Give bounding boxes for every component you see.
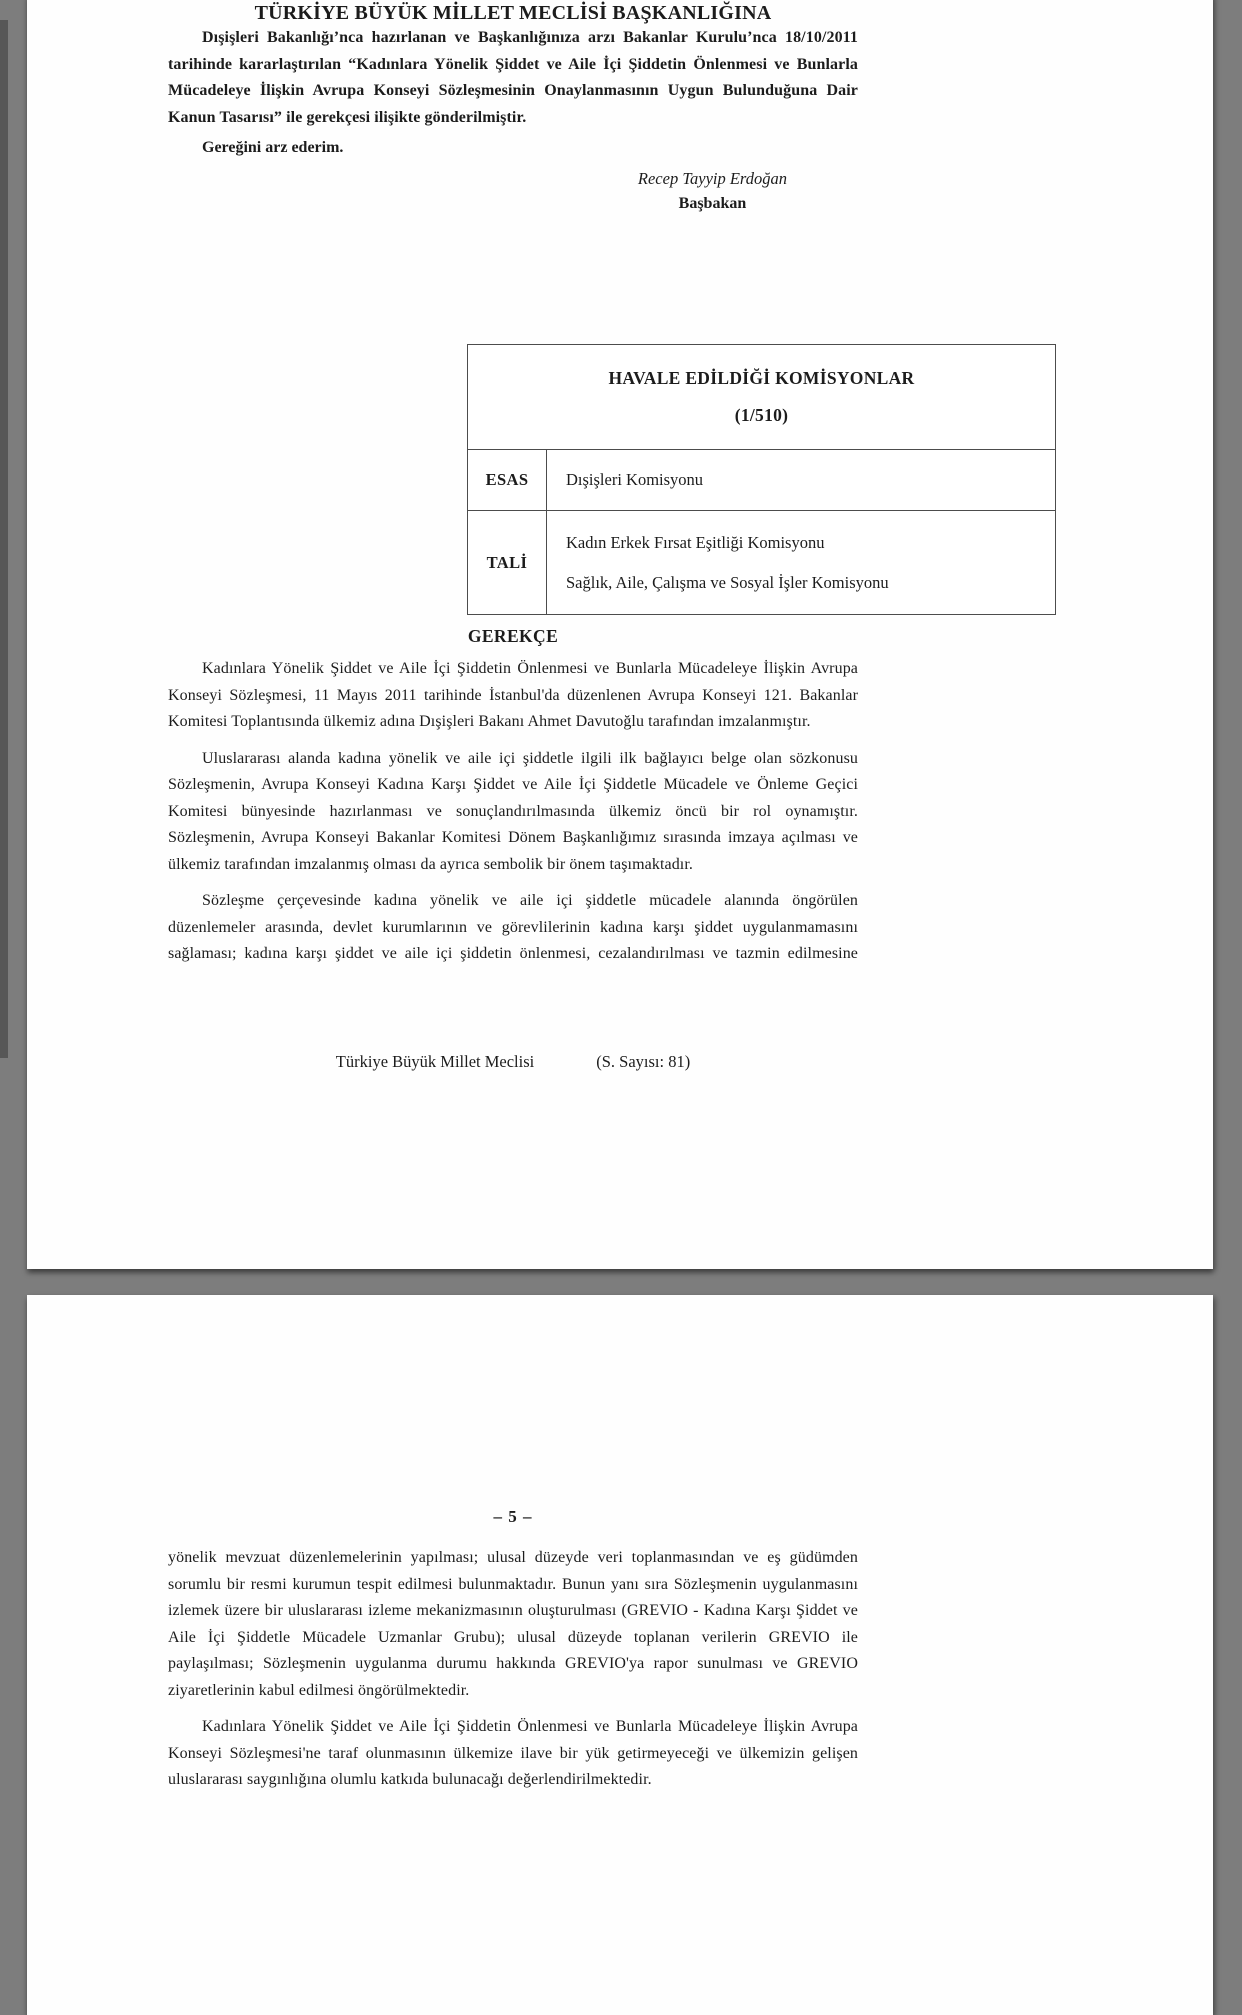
committee-table bbox=[467, 344, 1056, 615]
table-row-esas bbox=[468, 450, 1056, 511]
page-number: – 5 – bbox=[493, 1507, 533, 1526]
page1-content bbox=[168, 0, 915, 962]
tali-label: TALİ bbox=[468, 511, 547, 615]
paragraph: Uluslararası alanda kadına yönelik ve aile içi şiddetle ilgili ilk bağlayıcı belge olan sözkonusu Sözleşmenin, Avrupa Konseyi Kadına Karşı Şiddet ve Aile İçi Şiddetle Mücadele ve Önleme Geçici Komitesi bünyesinde hazırlanması ve sonuçlandırılmasında ülkemiz öncü bir rol oynamıştır. Sözleşmenin, Avrupa Konseyi Bakanlar Komitesi Dönem Başkanlığımız sırasında imzaya açılması ve ülkemiz tarafından imzalanmış olması da ayrıca sembolik bir önem taşımaktadır. bbox=[168, 749, 858, 873]
page-footer bbox=[168, 1052, 858, 1072]
page-title: TÜRKİYE BÜYÜK MİLLET MECLİSİ BAŞKANLIĞINA bbox=[254, 2, 772, 24]
esas-committee-cell bbox=[547, 450, 1056, 511]
footer-issue-number: (S. Sayısı: 81) bbox=[596, 1052, 691, 1071]
committee-table-wrap bbox=[467, 344, 1056, 615]
table-header-line2: (1/510) bbox=[734, 405, 789, 425]
paragraph: Kadınlara Yönelik Şiddet ve Aile İçi Şiddetin Önlenmesi ve Bunlarla Mücadeleye İlişkin Avrupa Konseyi Sözleşmesi, 11 Mayıs 2011 tarihinde İstanbul'da düzenlenen Avrupa Konseyi 121. Bakanlar Komitesi Toplantısında ülkemiz adına Dışişleri Bakanı Ahmet Davutoğlu tarafından imzalanmıştır. bbox=[168, 660, 858, 730]
table-header-line1: HAVALE EDİLDİĞİ KOMİSYONLAR bbox=[608, 368, 915, 388]
footer-institution: Türkiye Büyük Millet Meclisi bbox=[335, 1052, 535, 1071]
signature-block bbox=[168, 166, 858, 216]
table-row-tali bbox=[468, 511, 1056, 615]
tali-committee-cell bbox=[547, 511, 1056, 615]
committee-name: Kadın Erkek Fırsat Eşitliği Komisyonu bbox=[566, 532, 825, 552]
signature-title: Başbakan bbox=[678, 195, 747, 212]
table-header-row bbox=[468, 345, 1056, 450]
paragraph: Kadınlara Yönelik Şiddet ve Aile İçi Şiddetin Önlenmesi ve Bunlarla Mücadeleye İlişkin Avrupa Konseyi Sözleşmesi'ne taraf olunmasının ülkemize ilave bir yük getirmeyeceği ve ülkemizin gelişen uluslararası saygınlığına olumlu katkıda bulunacağı değerlendirilmektedir. bbox=[168, 1718, 858, 1788]
committee-name: Dışişleri Komisyonu bbox=[566, 470, 704, 489]
table-header-cell bbox=[468, 345, 1056, 450]
paragraph: Sözleşme çerçevesinde kadına yönelik ve aile içi şiddetle mücadele alanında öngörülen düzenlemeler arasında, devlet kurumlarının ve görevlilerinin kadına karşı şiddet uygulanmamasını sağlaması; kadına karşı şiddet ve aile içi şiddetin önlenmesi, cezalandırılması ve tazmin edilmesine bbox=[168, 892, 858, 962]
scan-edge-artifact bbox=[0, 20, 8, 1058]
esas-label: ESAS bbox=[468, 450, 547, 511]
gerekce-section bbox=[168, 626, 858, 968]
committee-name: Sağlık, Aile, Çalışma ve Sosyal İşler Komisyonu bbox=[566, 572, 889, 592]
section-heading: GEREKÇE bbox=[467, 626, 559, 646]
page2-content bbox=[168, 1545, 858, 1794]
signature-name: Recep Tayyip Erdoğan bbox=[637, 169, 787, 188]
intro-paragraph: Dışişleri Bakanlığı’nca hazırlanan ve Başkanlığınıza arzı Bakanlar Kurulu’nca 18/10/2011 tarihinde kararlaştırılan “Kadınlara Yönelik Şiddet ve Aile İçi Şiddetin Önlenmesi ve Bunlarla Mücadeleye İlişkin Avrupa Konseyi Sözleşmesinin Onaylanmasının Uygun Bulunduğuna Dair Kanun Tasarısı” ile gerekçesi ilişikte gönderilmiştir. bbox=[168, 29, 858, 126]
paragraph: yönelik mevzuat düzenlemelerinin yapılması; ulusal düzeyde veri toplanmasından ve eş güdümden sorumlu bir resmi kurumun tespit edilmesi bulunmaktadır. Bunun yanı sıra Sözleşmenin uygulanmasını izlemek üzere bir uluslararası izleme mekanizmasının oluşturulması (GREVIO - Kadına Karşı Şiddet ve Aile İçi Şiddetle Mücadele Uzmanlar Grubu); ulusal düzeyde toplanan verilerin GREVIO ile paylaşılması; Sözleşmenin uygulanma durumu hakkında GREVIO'ya rapor sunulması ve GREVIO ziyaretlerinin kabul edilmesi öngörülmektedir. bbox=[168, 1549, 858, 1699]
document-page-2 bbox=[27, 1295, 1213, 2015]
document-page-1 bbox=[27, 0, 1213, 1269]
request-line: Gereğini arz ederim. bbox=[202, 139, 344, 156]
